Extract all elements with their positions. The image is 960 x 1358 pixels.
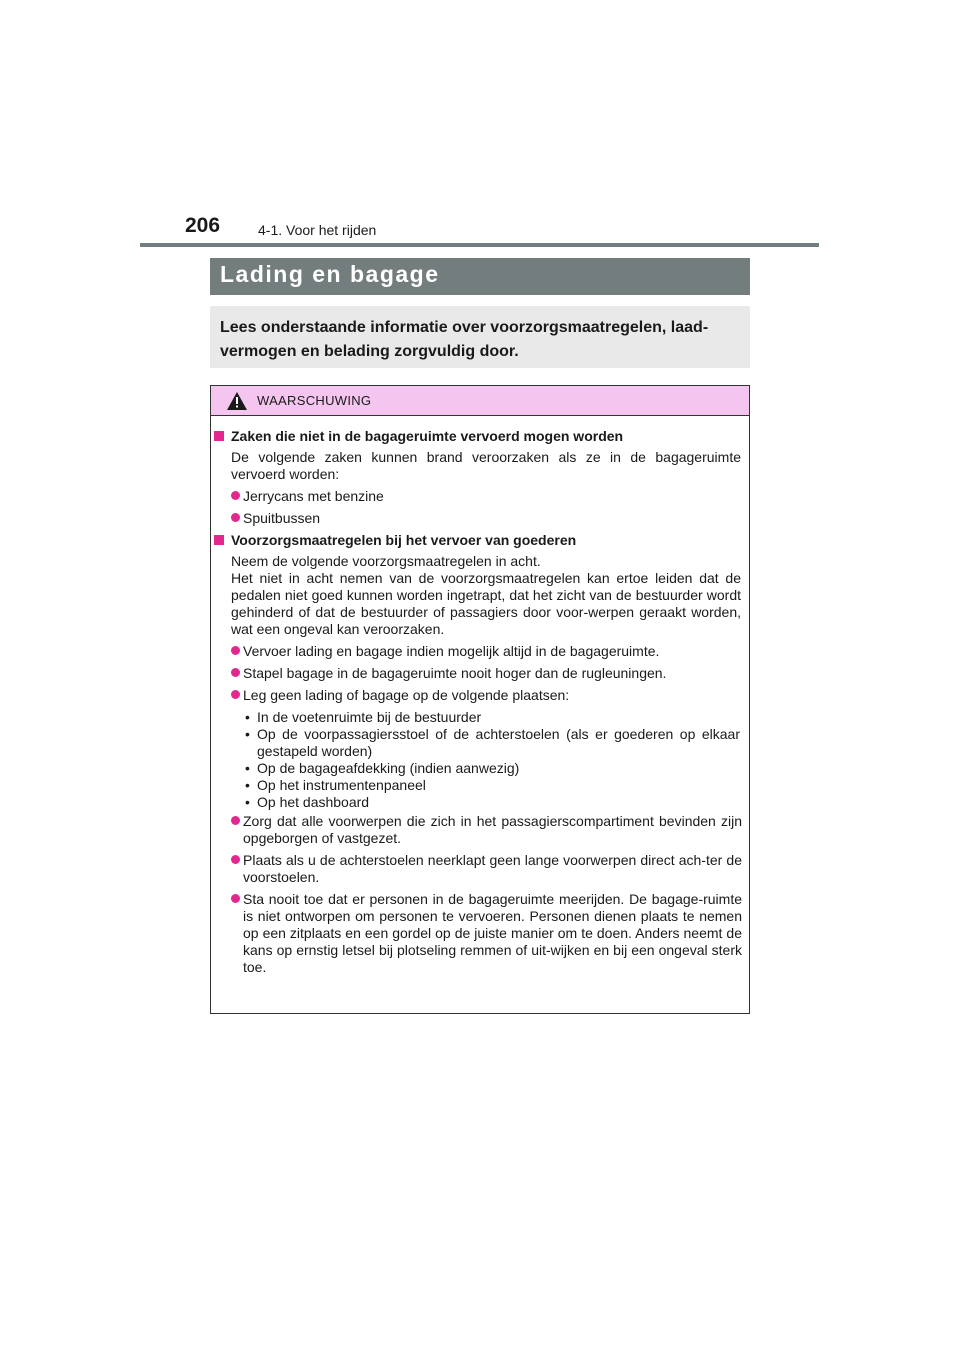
round-bullet (231, 855, 240, 864)
sub-list-item-text: Op het dashboard (257, 794, 370, 810)
list-item (231, 852, 742, 886)
paragraph: Het niet in acht nemen van de voorzorgsmaatregelen kan ertoe leiden dat de pedalen niet goed kunnen worden ingetrapt, dat het zicht van de bestuurder wordt gehinderd of dat de bestuurder of passagiers door voor-werpen geraakt worden, wat een ongeval kan veroorzaken. (231, 570, 741, 637)
sub-list-item-text: Op de voorpassagiersstoel of de achterstoelen (als er goederen op elkaar gestapeld worden) (257, 726, 740, 759)
page-title: Lading en bagage (220, 261, 440, 287)
list-item-text: Jerrycans met benzine (243, 488, 384, 504)
list-item-text: Sta nooit toe dat er personen in de bagageruimte meerijden. De bagage-ruimte is niet ontworpen om personen te vervoeren. Personen dienen plaats te nemen op een zitplaats en een gordel op de juiste manier om te doen. Anders neemt de kans op ernstig letsel bij plotseling remmen of uit-wijken en bij een ongeval sterk toe. (243, 891, 742, 975)
section-heading-text: Zaken die niet in de bagageruimte vervoerd mogen worden (231, 428, 624, 444)
sub-list-item (245, 777, 740, 794)
dot-bullet: • (245, 709, 250, 725)
sub-list-item (245, 726, 740, 760)
warning-header (211, 386, 749, 416)
list-item-text: Zorg dat alle voorwerpen die zich in het passagierscompartiment bevinden zijn opgeborgen of vastgezet. (243, 813, 742, 846)
list-item (231, 488, 742, 505)
intro-text: Lees onderstaande informatie over voorzorgsmaatregelen, laad-vermogen en belading zorgvuldig door. (220, 319, 709, 360)
sub-list-item (245, 760, 740, 777)
intro-box (210, 306, 750, 368)
paragraph: Neem de volgende voorzorgsmaatregelen in acht. (231, 553, 541, 569)
list-item (231, 687, 742, 704)
warning-box (210, 385, 750, 1014)
header-rule (140, 243, 819, 247)
section-heading-2 (214, 532, 749, 549)
list-item (231, 510, 742, 527)
round-bullet (231, 690, 240, 699)
square-bullet (214, 431, 224, 441)
sub-list-item-text: Op de bagageafdekking (indien aanwezig) (257, 760, 520, 776)
dot-bullet: • (245, 777, 250, 793)
sub-list-item (245, 794, 740, 811)
list-item (231, 643, 742, 660)
list-item (231, 665, 742, 682)
round-bullet (231, 668, 240, 677)
dot-bullet: • (245, 726, 250, 742)
sub-list-item (245, 709, 740, 726)
section-label: 4-1. Voor het rijden (258, 222, 377, 238)
dot-bullet: • (245, 760, 250, 776)
list-item-text: Plaats als u de achterstoelen neerklapt geen lange voorwerpen direct ach-ter de voorstoelen. (243, 852, 742, 885)
list-item (231, 813, 742, 847)
list-item-text: Stapel bagage in de bagageruimte nooit hoger dan de rugleuningen. (243, 665, 667, 681)
warning-triangle-icon (227, 392, 247, 410)
round-bullet (231, 816, 240, 825)
section-heading-1 (214, 428, 749, 445)
sub-list-item-text: Op het instrumentenpaneel (257, 777, 426, 793)
page-number: 206 (185, 214, 221, 237)
section-heading-text: Voorzorgsmaatregelen bij het vervoer van goederen (231, 532, 577, 548)
paragraph: De volgende zaken kunnen brand veroorzaken als ze in de bagageruimte vervoerd worden: (231, 449, 741, 482)
list-item-text: Vervoer lading en bagage indien mogelijk altijd in de bagageruimte. (243, 643, 660, 659)
round-bullet (231, 513, 240, 522)
dot-bullet: • (245, 794, 250, 810)
warning-label: WAARSCHUWING (257, 393, 372, 408)
warning-content (211, 428, 749, 981)
round-bullet (231, 646, 240, 655)
sub-list-item-text: In de voetenruimte bij de bestuurder (257, 709, 482, 725)
round-bullet (231, 491, 240, 500)
list-item (231, 891, 742, 976)
square-bullet (214, 535, 224, 545)
round-bullet (231, 894, 240, 903)
title-bar (210, 258, 750, 295)
list-item-text: Leg geen lading of bagage op de volgende plaatsen: (243, 687, 570, 703)
list-item-text: Spuitbussen (243, 510, 321, 526)
